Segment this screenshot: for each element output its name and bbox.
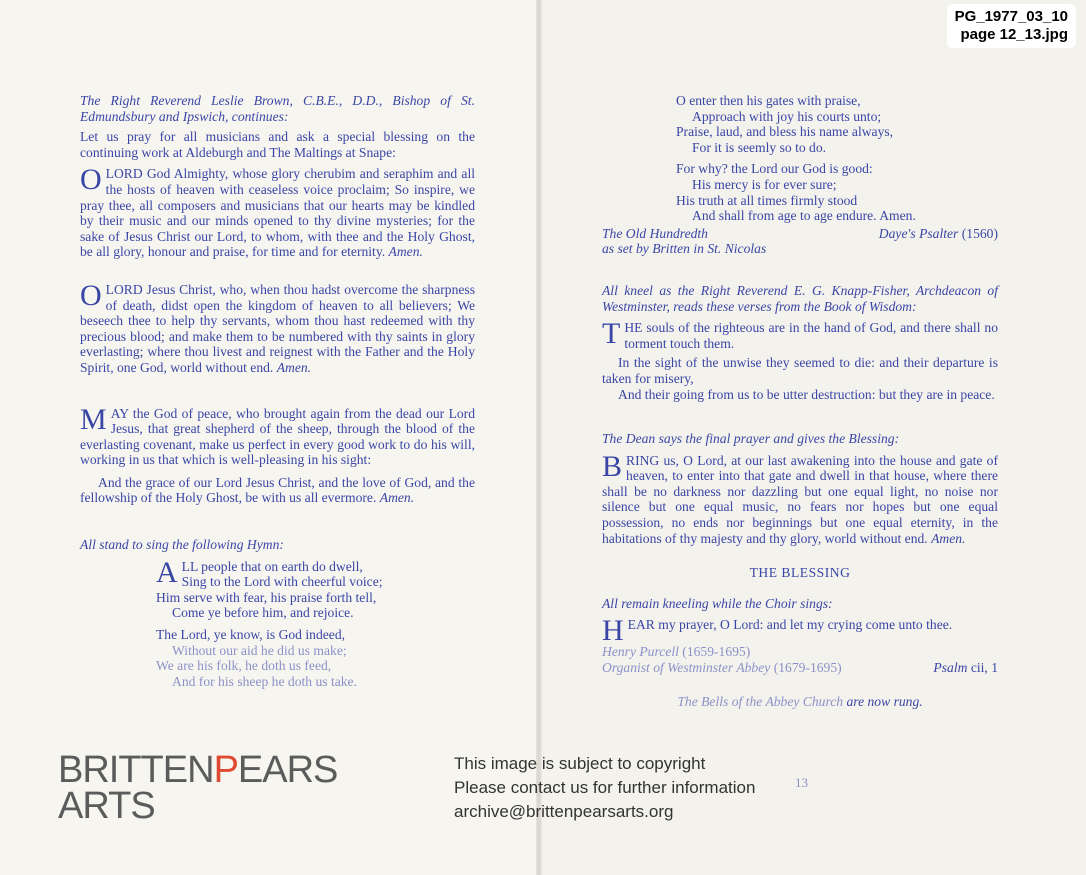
tune-year: (1560) (961, 225, 998, 241)
dropcap-a: A (156, 555, 178, 589)
composer-role-wrap (602, 660, 842, 676)
hymn-line: Approach with joy his courts unto; (692, 108, 882, 124)
amen-4: Amen. (931, 530, 966, 546)
prayer-christ (80, 278, 475, 376)
britten-pears-logo (58, 749, 338, 827)
hymn-line: The Lord, ye know, is God indeed, (156, 627, 346, 643)
bells-a: The Bells of the Abbey Church (677, 693, 844, 709)
amen-1: Amen. (388, 244, 423, 260)
tune-source-wrap (879, 226, 998, 242)
anthem-words: EAR my prayer, O Lord: and let my crying come unto thee. (627, 617, 953, 633)
dean-intro: The Dean says the final prayer and gives the Blessing: (602, 431, 900, 447)
prayer-christ-text: LORD Jesus Christ, who, when thou hadst overcome the sharpness of death, didst open the kingdom of heaven to all believers; We beseech thee to help thy servants, whom thou hast redeemed with thy precious blood; and make them to be numbered with thy saints in glory everlasting; where thou livest and reignest with the Father and the Holy Spirit, one God, world without end. (80, 281, 475, 375)
logo-p-accent: P (213, 749, 238, 791)
dropcap-o-2: O (80, 278, 102, 312)
prayer-peace-text: AY the God of peace, who brought again from the dead our Lord Jesus, that great shepherd of the sheep, through the blood of the everlasting covenant, make us perfect in every good work to do his will, working in us that which is well-pleasing in his sight: (80, 405, 475, 468)
psalm-label: Psalm (933, 660, 968, 676)
grace (80, 475, 475, 506)
composer-line (602, 644, 998, 660)
hymn-line: LL people that on earth do dwell, (181, 558, 363, 574)
tune-attribution (602, 226, 998, 242)
copyright-email[interactable]: archive@brittenpearsarts.org (454, 802, 674, 821)
wisdom-verse-3: And their going from us to be utter destruction: but they are in peace. (618, 386, 995, 402)
hymn-line: His mercy is for ever sure; (692, 176, 837, 192)
tune-source: Daye's Psalter (878, 225, 959, 241)
hymn-line: Come ye before him, and rejoice. (172, 605, 354, 621)
right-column (602, 93, 998, 709)
file-label-line2: page 12_13.jpg (960, 26, 1068, 43)
hymn-verses-2 (602, 93, 998, 224)
psalm-number: cii, 1 (970, 660, 998, 676)
final-prayer (602, 449, 998, 547)
anthem-text (602, 614, 998, 648)
composer-role: Organist of Westminster Abbey (602, 660, 771, 676)
hymn-intro: All stand to sing the following Hymn: (80, 537, 284, 553)
kneel-intro: All kneel as the Right Reverend E. G. Knapp-Fisher, Archdeacon of Westminster, reads these verses from the Book of Wisdom: (602, 282, 998, 314)
prayer-request: Let us pray for all musicians and ask a special blessing on the continuing work at Aldeburgh and The Maltings at Snape: (80, 129, 475, 160)
copyright-line2: Please contact us for further information (454, 778, 756, 797)
copyright-line1: This image is subject to copyright (454, 754, 706, 773)
composer-name: Henry Purcell (602, 644, 679, 660)
hymn-line: For why? the Lord our God is good: (676, 161, 873, 177)
page-number: 13 (795, 775, 808, 790)
hymn-line: For it is seemly so to do. (692, 139, 827, 155)
blessing-heading: THE BLESSING (749, 565, 851, 581)
prayer-peace (80, 402, 475, 468)
logo-ears: EARS (237, 749, 338, 791)
hymn-line: Sing to the Lord with cheerful voice; (181, 574, 383, 590)
wisdom-verse-1 (602, 317, 998, 351)
logo-britten: BRITTEN (58, 749, 214, 791)
tune-setting: as set by Britten in St. Nicolas (602, 241, 767, 257)
wisdom-verse-2: In the sight of the unwise they seemed to die: and their departure is taken for misery, (602, 355, 998, 386)
hymn-line: And shall from age to age endure. Amen. (692, 208, 916, 224)
file-label-line1: PG_1977_03_10 (954, 8, 1068, 25)
amen-2: Amen. (276, 359, 312, 375)
bells-b: are now rung. (846, 693, 923, 709)
composer-role-line (602, 660, 998, 676)
grace-text: And the grace of our Lord Jesus Christ, and the love of God, and the fellowship of the Holy Ghost, be with us all evermore. (80, 474, 475, 506)
hymn-line: Him serve with fear, his praise forth tell, (156, 589, 377, 605)
hymn-line: O enter then his gates with praise, (676, 93, 861, 108)
copyright-notice (454, 752, 755, 824)
hymn-line: His truth at all times firmly stood (676, 192, 858, 208)
bells-line (602, 694, 998, 710)
hymn-verses-1 (80, 555, 475, 690)
intro-text: The Right Reverend Leslie Brown, C.B.E., D.D., Bishop of St. Edmundsbury and Ipswich, continues: (80, 93, 475, 124)
logo-arts: ARTS (58, 785, 155, 827)
amen-3: Amen. (379, 490, 415, 506)
psalm-ref (933, 660, 998, 676)
hymn-line: Without our aid he did us make; (172, 642, 347, 658)
prayer-musicians-text: LORD God Almighty, whose glory cherubim and seraphim and all the hosts of heaven with ceaseless voice proclaim; So inspire, we pray thee, all composers and musicians that our hearts may be kindled by their music and our minds opened to thy divine mysteries; for the sake of Jesus Christ our Lord, to whom, with thee and the Holy Ghost, be all glory, honour and praise, for time and for eternity. (80, 166, 475, 260)
composer-years: (1659-1695) (682, 644, 751, 660)
choir-intro: All remain kneeling while the Choir sings: (602, 595, 833, 611)
composer-role-years: (1679-1695) (773, 660, 842, 676)
dropcap-o-1: O (80, 163, 102, 197)
file-label (947, 4, 1076, 48)
tune-name: The Old Hundredth (602, 225, 708, 241)
dropcap-b: B (602, 449, 623, 483)
book-spine (536, 0, 542, 875)
dropcap-t: T (602, 317, 621, 351)
prayer-musicians (80, 163, 475, 260)
hymn-line: We are his folk, he doth us feed, (156, 658, 332, 674)
dropcap-m: M (80, 402, 107, 436)
left-column (80, 93, 475, 689)
logo-line1 (58, 749, 338, 791)
wisdom-verse-1-text: HE souls of the righteous are in the hand of God, and there shall no torment touch them. (624, 320, 998, 351)
hymn-line: Praise, laud, and bless his name always, (676, 124, 894, 140)
dropcap-h: H (602, 614, 624, 648)
hymn-line: And for his sheep he doth us take. (172, 673, 357, 689)
final-prayer-text: RING us, O Lord, at our last awakening into the house and gate of heaven, to enter into that gate and dwell in that house, where there shall be no darkness nor dazzling but one equal light, no noise nor silence but one equal music, no fears nor hopes but one equal possession, no ends nor beginnings but one equal eternity, in the habitations of thy majesty and thy glory, world without end. (602, 452, 998, 546)
